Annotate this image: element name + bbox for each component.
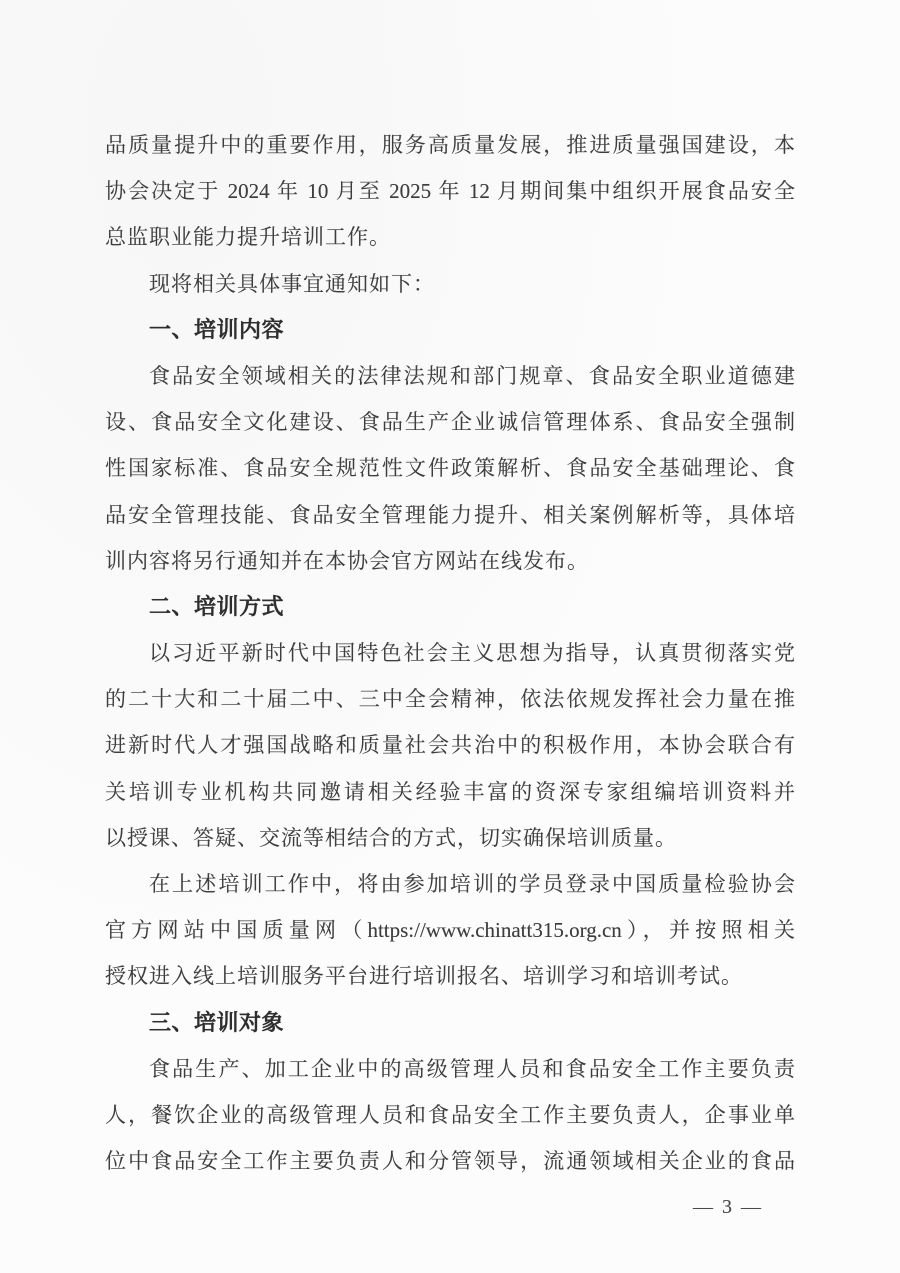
- text-line: 总监职业能力提升培训工作。: [105, 225, 391, 250]
- text-line: 设、食品安全文化建设、食品生产企业诚信管理体系、食品安全强制: [105, 410, 795, 435]
- text-line: 在上述培训工作中，将由参加培训的学员登录中国质量检验协会: [149, 872, 795, 896]
- text-line: 关培训专业机构共同邀请相关经验丰富的资深专家组编培训资料并: [105, 779, 795, 804]
- text-line: 训内容将另行通知并在本协会官方网站在线发布。: [105, 548, 589, 573]
- section-heading: 二、培训方式: [149, 593, 285, 619]
- text-line: 位中食品安全工作主要负责人和分管领导，流通领域相关企业的食品: [105, 1149, 795, 1174]
- text-line: 以授课、答疑、交流等相结合的方式，切实确保培训质量。: [105, 825, 677, 850]
- text-line: 品安全管理技能、食品安全管理能力提升、相关案例解析等，具体培: [105, 502, 795, 527]
- text-line: 官方网站中国质量网（https://www.chinatt315.org.cn），并按照相关: [105, 918, 795, 943]
- text-line: 授权进入线上培训服务平台进行培训报名、培训学习和培训考试。: [105, 964, 743, 989]
- text-line: 以习近平新时代中国特色社会主义思想为指导，认真贯彻落实党: [149, 641, 795, 666]
- text-line: 性国家标准、食品安全规范性文件政策解析、食品安全基础理论、食: [105, 456, 795, 481]
- text-line: 进新时代人才强国战略和质量社会共治中的积极作用，本协会联合有: [105, 733, 795, 758]
- text-line: 现将相关具体事宜通知如下：: [149, 271, 435, 296]
- text-line: 人，餐饮企业的高级管理人员和食品安全工作主要负责人，企事业单: [105, 1102, 795, 1127]
- page-number: — 3 —: [693, 1196, 763, 1219]
- text-line: 协会决定于 2024 年 10 月至 2025 年 12 月期间集中组织开展食品安全: [105, 179, 795, 204]
- document-body: [105, 122, 795, 1184]
- section-heading: 一、培训内容: [149, 316, 285, 342]
- text-line: 食品安全领域相关的法律法规和部门规章、食品安全职业道德建: [149, 363, 795, 388]
- page-number-row: [105, 1184, 795, 1230]
- section-heading: 三、培训对象: [149, 1009, 285, 1035]
- text-line: 的二十大和二十届二中、三中全会精神，依法依规发挥社会力量在推: [105, 687, 795, 712]
- text-line: 品质量提升中的重要作用，服务高质量发展，推进质量强国建设，本: [105, 133, 795, 157]
- text-line: 食品生产、加工企业中的高级管理人员和食品安全工作主要负责: [149, 1056, 795, 1081]
